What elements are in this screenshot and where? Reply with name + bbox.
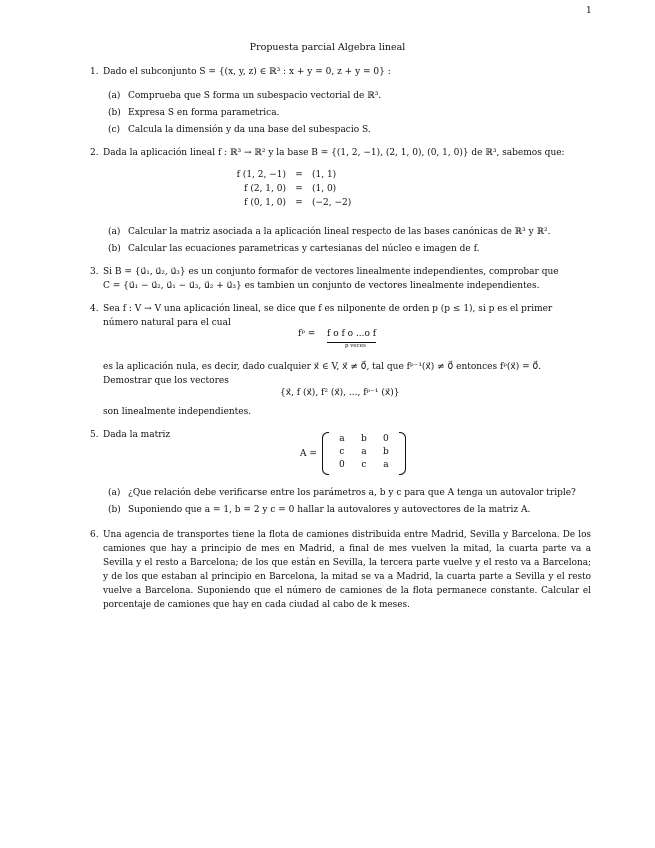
problem-4-line4: Demostrar que los vectores [103, 376, 229, 386]
problem-5a-text: ¿Que relación debe verificarse entre los parámetros a, b y c para que A tenga un autovalor triple? [128, 488, 576, 498]
problem-4-formula-lhs: fᵖ = [298, 329, 316, 339]
problem-4-number: 4. [90, 304, 99, 314]
problem-2-number: 2. [90, 148, 99, 158]
document-title: Propuesta parcial Algebra lineal [249, 42, 406, 53]
matrix-label: A = [300, 448, 317, 459]
problem-2b-label: (b) [108, 244, 121, 254]
problem-1c-label: (c) [108, 125, 121, 135]
problem-1b-label: (b) [108, 108, 121, 118]
matrix-a [300, 434, 406, 473]
problem-2-equations: f (1, 2, −1) = (1, 1) f (2, 1, 0) = (1, 0) f (0, 1, 0) = (−2, −2) [236, 170, 352, 208]
problem-1-statement: Dado el subconjunto S = {(x, y, z) ∈ ℝ³ : x + y = 0, z + y = 0} : [103, 67, 391, 77]
problem-2a-label: (a) [108, 227, 121, 237]
problem-4-line3: es la aplicación nula, es decir, dado cualquier x⃗ ∈ V, x⃗ ≠ 0⃗, tal que fᵖ⁻¹(x⃗) ≠ 0⃗ entonces fᵖ(x⃗) = 0⃗. [103, 362, 542, 372]
problem-4-line1: Sea f : V → V una aplicación lineal, se dice que f es nilponente de orden p (p ≤ 1), si p es el primer [103, 304, 553, 314]
problem-5-statement: Dada la matriz [103, 430, 171, 440]
problem-1a-text: Comprueba que S forma un subespacio vectorial de ℝ³. [128, 91, 382, 101]
problem-3-number: 3. [90, 267, 99, 277]
problem-6-number: 6. [90, 530, 99, 540]
problem-6-text: Una agencia de transportes tiene la flota de camiones distribuida entre Madrid, Sevilla y Barcelona. De los camiones que hay a principio de mes en Madrid, a final de mes vuelven la mitad, la cuarta parte va a Sevilla y el resto a Barcelona; de los que están en Sevilla, la tercera parte vuelve y el resto va a Barcelona; y de los que estaban al principio en Barcelona, la mitad se va a Madrid, la cuarta parte a Sevilla y el resto vuelve a Barcelona. Suponiendo que el número de camiones de la flota permanece constante. Calcular el porcentaje de camiones que hay en cada ciudad al cabo de k meses. [103, 530, 591, 610]
problem-2b-text: Calcular las ecuaciones parametricas y cartesianas del núcleo e imagen de f. [128, 244, 480, 254]
problem-1-number: 1. [90, 67, 99, 77]
problem-1a-label: (a) [108, 91, 121, 101]
problem-2-statement: Dada la aplicación lineal f : ℝ³ → ℝ² y la base B = {(1, 2, −1), (2, 1, 0), (0, 1, 0)} de ℝ³, sabemos que: [103, 148, 565, 158]
problem-4-vectors: {x⃗, f (x⃗), f² (x⃗), ..., fᵖ⁻¹ (x⃗)} [280, 388, 400, 398]
problem-3-line2: C = {u⃗₁ − u⃗₂, u⃗₁ − u⃗₃, u⃗₂ + u⃗₃} es tambien un conjunto de vectores linealmente independientes. [103, 281, 540, 291]
problem-5a-label: (a) [108, 488, 121, 498]
page-number: 1 [586, 6, 592, 16]
problem-3-line1: Si B = {u⃗₁, u⃗₂, u⃗₃} es un conjunto formafor de vectores linealmente independientes, comprobar que [103, 267, 559, 277]
problem-4-formula-under: p veces [345, 343, 366, 349]
problem-1b-text: Expresa S en forma parametrica. [128, 108, 280, 118]
problem-4-line5: son linealmente independientes. [103, 407, 252, 417]
problem-2a-text: Calcular la matriz asociada a la aplicación lineal respecto de las bases canónicas de ℝ³ y ℝ². [128, 227, 551, 237]
problem-4-formula-rhs: f o f o ...o f [327, 328, 376, 343]
problem-4-line2: número natural para el cual [103, 318, 231, 328]
problem-5-number: 5. [90, 430, 99, 440]
problem-5b-text: Suponiendo que a = 1, b = 2 y c = 0 hallar la autovalores y autovectores de la matriz A. [128, 505, 531, 515]
problem-1c-text: Calcula la dimensión y da una base del subespacio S. [128, 125, 371, 135]
matrix-body: a b 0 c a b 0 c a [322, 434, 406, 473]
problem-5b-label: (b) [108, 505, 121, 515]
